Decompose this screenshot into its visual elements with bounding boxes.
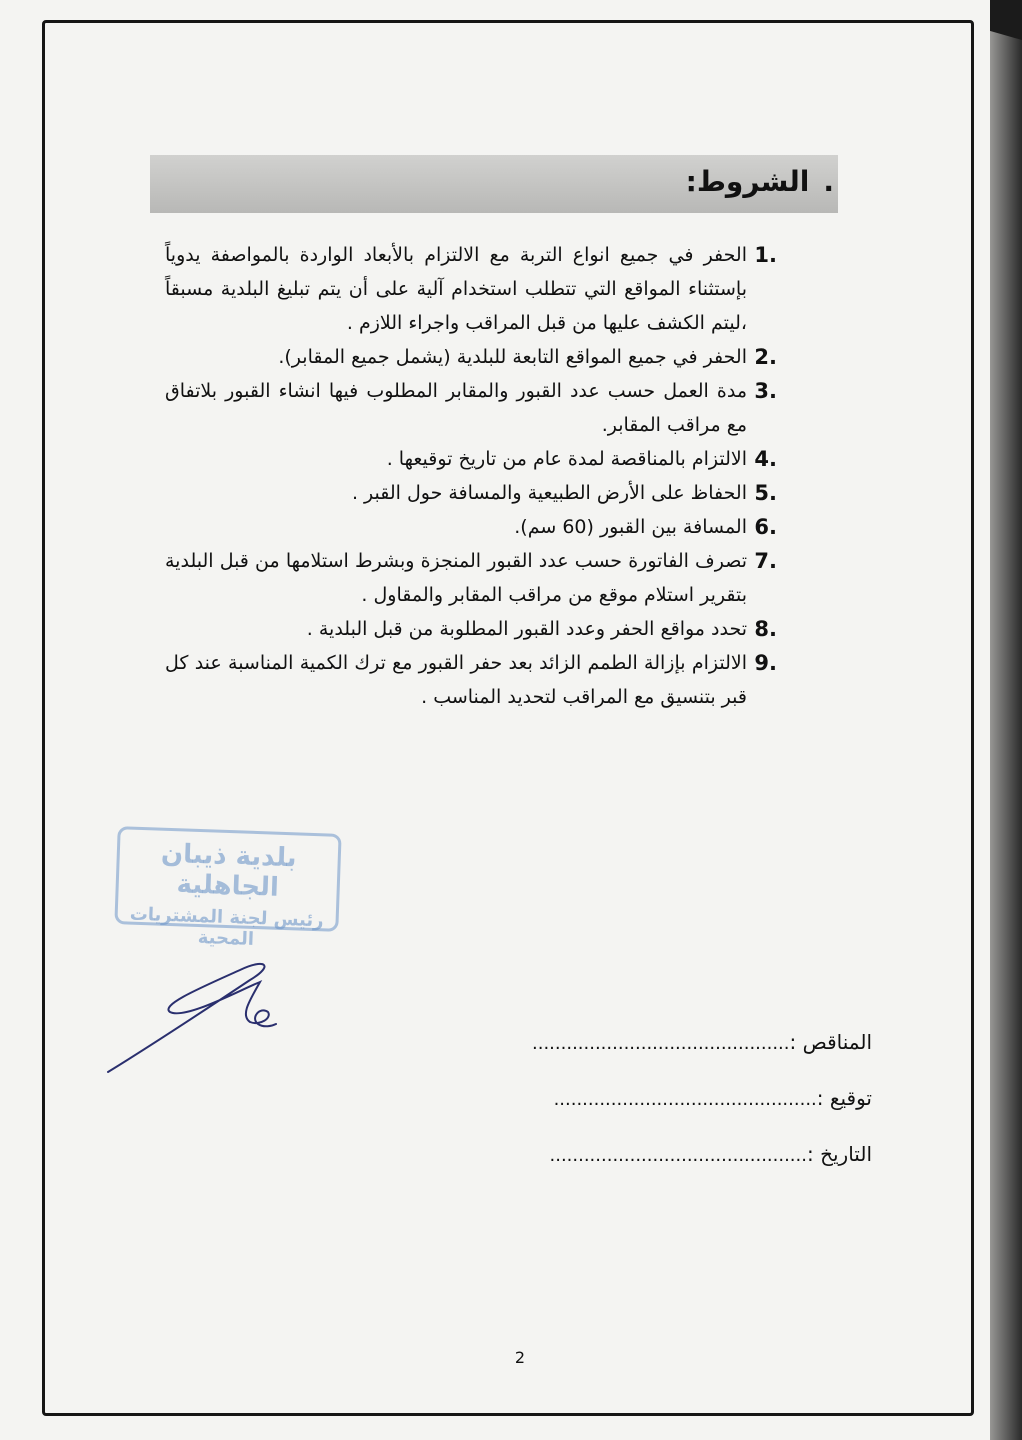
item-number: 4. <box>754 447 777 471</box>
heading-bullet: . <box>823 165 834 198</box>
item-text: المسافة بين القبور (60 سم). <box>514 516 747 538</box>
item-text: الحفر في جميع المواقع التابعة للبلدية (يشمل جميع المقابر). <box>278 346 747 368</box>
item-number: 3. <box>754 379 777 403</box>
item-text: الحفر في جميع انواع التربة مع الالتزام بالأبعاد الواردة بالمواصفة يدوياً بإستثناء المواقع التي تتطلب استخدام آلية على أن يتم تبليغ البلدية مسبقاً ،ليتم الكشف عليها من قبل المراقب واجراء اللازم . <box>165 244 747 334</box>
list-item <box>165 374 777 442</box>
list-item <box>165 646 777 714</box>
signature-label: توقيع : <box>816 1086 872 1110</box>
item-number: 2. <box>754 345 777 369</box>
item-text: تحدد مواقع الحفر وعدد القبور المطلوبة من قبل البلدية . <box>306 618 747 640</box>
list-item <box>165 340 777 374</box>
item-text: مدة العمل حسب عدد القبور والمقابر المطلوب فيها انشاء القبور بلاتفاق مع مراقب المقابر. <box>165 380 747 436</box>
heading-bar <box>150 155 838 213</box>
signature-field <box>480 1078 872 1134</box>
item-number: 8. <box>754 617 777 641</box>
list-item <box>165 238 777 340</box>
conditions-list <box>165 238 777 714</box>
item-number: 9. <box>754 651 777 675</box>
list-item <box>165 476 777 510</box>
stamp-municipality: بلدية ذيبان الجاهلية <box>160 838 298 903</box>
official-stamp <box>114 826 341 950</box>
item-number: 5. <box>754 481 777 505</box>
item-text: الالتزام بالمناقصة لمدة عام من تاريخ توقيعها . <box>386 448 747 470</box>
date-field <box>480 1134 872 1190</box>
section-heading <box>686 165 838 198</box>
item-number: 1. <box>754 243 777 267</box>
item-number: 7. <box>754 549 777 573</box>
stamp-committee: رئيس لجنة المشتريات المحية <box>129 903 324 950</box>
bidder-fields <box>480 1022 872 1190</box>
list-item <box>165 510 777 544</box>
list-item <box>165 612 777 646</box>
item-text: الالتزام بإزالة الطمم الزائد بعد حفر القبور مع ترك الكمية المناسبة عند كل قبر بتنسيق مع المراقب لتحديد المناسب . <box>165 652 747 708</box>
item-number: 6. <box>754 515 777 539</box>
bidder-label: المناقص : <box>789 1030 872 1054</box>
list-item <box>165 544 777 612</box>
signature <box>100 960 300 1080</box>
signature-stroke <box>108 964 276 1072</box>
page-border <box>42 20 974 1416</box>
list-item <box>165 442 777 476</box>
date-label: التاريخ : <box>806 1142 872 1166</box>
date-dots: ............................................. <box>549 1145 807 1166</box>
item-text: تصرف الفاتورة حسب عدد القبور المنجزة وبشرط استلامها من قبل البلدية بتقرير استلام موقع من مراقب المقابر والمقاول . <box>165 550 747 606</box>
bidder-dots: ............................................. <box>532 1033 790 1054</box>
page-number: 2 <box>514 1348 526 1367</box>
signature-dots: .............................................. <box>553 1089 817 1110</box>
bidder-field <box>480 1022 872 1078</box>
item-text: الحفاظ على الأرض الطبيعية والمسافة حول القبر . <box>351 482 747 504</box>
heading-title: الشروط: <box>685 165 810 198</box>
